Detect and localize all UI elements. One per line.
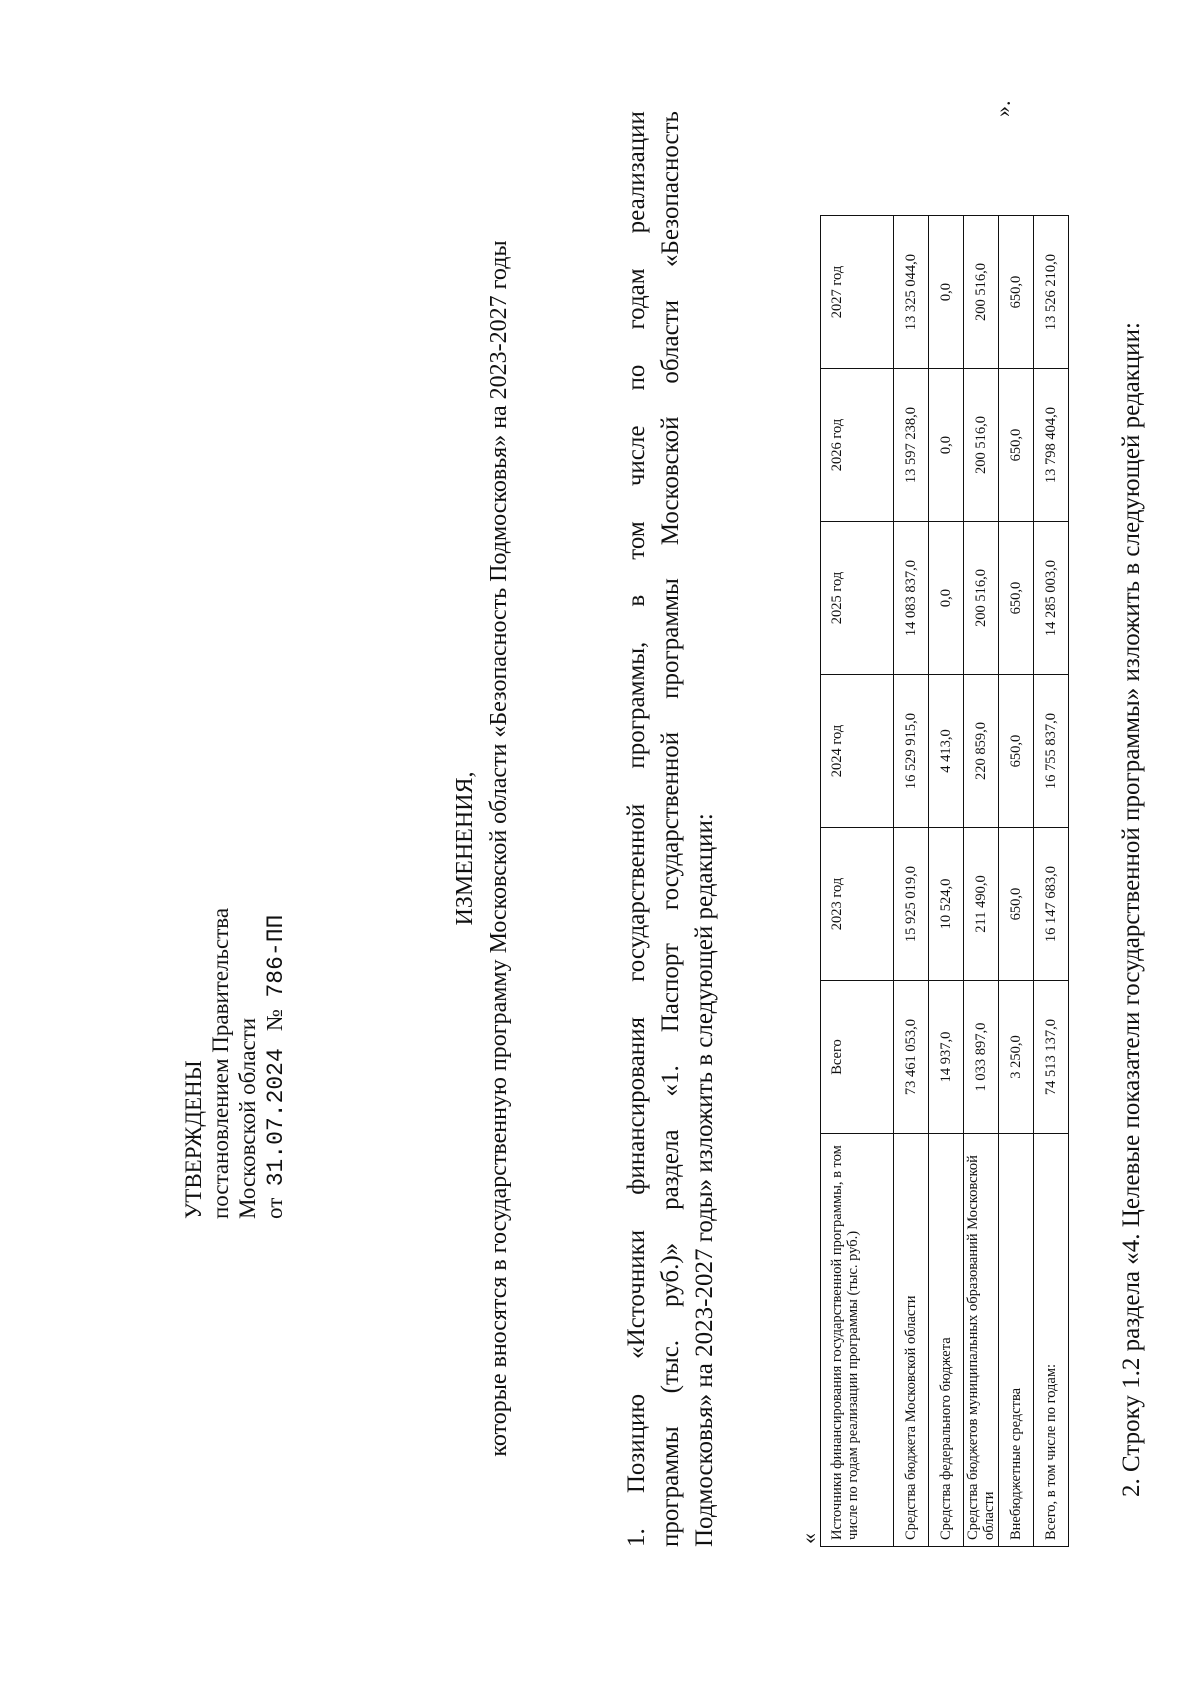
- number-sign: №: [262, 1009, 287, 1031]
- value-cell: 200 516,0: [964, 216, 999, 369]
- table-header-cell: 2027 год: [821, 216, 894, 369]
- paragraph-1-line-1: [620, 111, 654, 1547]
- document-title: ИЗМЕНЕНИЯ,: [452, 771, 478, 926]
- table-row: [894, 216, 929, 1547]
- value-cell: 650,0: [999, 828, 1034, 981]
- word: программы: [657, 578, 684, 699]
- approval-date: 31.07.2024: [263, 1048, 289, 1187]
- word: Позицию: [623, 1393, 650, 1494]
- approval-authority: постановлением Правительства: [208, 907, 233, 1219]
- value-cell: 200 516,0: [964, 522, 999, 675]
- word: числе: [623, 425, 650, 487]
- value-cell: 1 033 897,0: [964, 981, 999, 1134]
- value-cell: 14 083 837,0: [894, 522, 929, 675]
- value-cell: 16 529 915,0: [894, 675, 929, 828]
- value-cell: 650,0: [999, 675, 1034, 828]
- value-cell: 3 250,0: [999, 981, 1034, 1134]
- approval-region: Московской области: [235, 1017, 260, 1219]
- value-cell: 650,0: [999, 522, 1034, 675]
- close-quote: ».: [990, 100, 1015, 117]
- value-cell: 73 461 053,0: [894, 981, 929, 1134]
- word: том: [623, 521, 650, 560]
- value-cell: 220 859,0: [964, 675, 999, 828]
- value-cell: 16 147 683,0: [1034, 828, 1069, 981]
- table-row: [1034, 216, 1069, 1547]
- word: программы,: [623, 641, 650, 769]
- word: реализации: [623, 111, 650, 234]
- approval-title: УТВЕРЖДЕНЫ: [181, 1060, 206, 1219]
- table-header-cell: 2023 год: [821, 828, 894, 981]
- value-cell: 211 490,0: [964, 828, 999, 981]
- row-label-cell: Средства бюджета Московской области: [894, 1134, 929, 1547]
- word: раздела: [657, 1129, 684, 1210]
- value-cell: 13 798 404,0: [1034, 369, 1069, 522]
- value-cell: 74 513 137,0: [1034, 981, 1069, 1134]
- paragraph-2: 2. Строку 1.2 раздела «4. Целевые показатели государственной программы» изложить в следующей редакции:: [1118, 322, 1145, 1497]
- table-row: [929, 216, 964, 1547]
- word: государственной: [623, 803, 650, 982]
- value-cell: 14 937,0: [929, 981, 964, 1134]
- word: руб.)»: [657, 1242, 684, 1307]
- value-cell: 0,0: [929, 522, 964, 675]
- word: в: [623, 594, 650, 607]
- word: «1.: [657, 1065, 684, 1097]
- value-cell: 15 925 019,0: [894, 828, 929, 981]
- value-cell: 16 755 837,0: [1034, 675, 1069, 828]
- value-cell: 0,0: [929, 369, 964, 522]
- document-subtitle: которые вносятся в государственную программу Московской области «Безопасность Подмосковья» на 2023-2027 годы: [486, 240, 512, 1457]
- word: годам: [623, 268, 650, 330]
- table-row: [999, 216, 1034, 1547]
- table-header-cell: Всего: [821, 981, 894, 1134]
- word: программы: [657, 1426, 684, 1547]
- value-cell: 13 526 210,0: [1034, 216, 1069, 369]
- paragraph-1: [620, 111, 722, 1547]
- value-cell: 13 325 044,0: [894, 216, 929, 369]
- value-cell: 200 516,0: [964, 369, 999, 522]
- table-header-cell: 2024 год: [821, 675, 894, 828]
- word: Московской: [657, 416, 684, 546]
- value-cell: 10 524,0: [929, 828, 964, 981]
- row-label-cell: Средства бюджетов муниципальных образований Московской области: [964, 1134, 999, 1547]
- paragraph-1-line-2: [654, 111, 688, 1547]
- approval-date-line: [261, 908, 290, 1219]
- word: (тыс.: [657, 1339, 684, 1394]
- row-label-cell: Всего, в том числе по годам:: [1034, 1134, 1069, 1547]
- open-quote: «: [796, 1533, 821, 1544]
- value-cell: 650,0: [999, 216, 1034, 369]
- row-label-cell: Внебюджетные средства: [999, 1134, 1034, 1547]
- row-label-cell: Средства федерального бюджета: [929, 1134, 964, 1547]
- word: по: [623, 364, 650, 391]
- approval-stamp: [180, 908, 290, 1219]
- table-header-cell: Источники финансирования государственной программы, в том числе по годам реализации программы (тыс. руб.): [821, 1134, 894, 1547]
- word: «Источники: [623, 1229, 650, 1359]
- table-header-row: [821, 216, 894, 1547]
- word: 1.: [623, 1528, 650, 1547]
- value-cell: 650,0: [999, 369, 1034, 522]
- word: Паспорт: [657, 943, 684, 1033]
- value-cell: 13 597 238,0: [894, 369, 929, 522]
- paragraph-1-line-3: Подмосковья» на 2023-2027 годы» изложить в следующей редакции:: [691, 813, 718, 1547]
- word: области: [657, 300, 684, 384]
- date-prefix: от: [262, 1197, 287, 1219]
- value-cell: 4 413,0: [929, 675, 964, 828]
- table-row: [964, 216, 999, 1547]
- financing-table: [820, 215, 1069, 1547]
- table-header-cell: 2026 год: [821, 369, 894, 522]
- value-cell: 14 285 003,0: [1034, 522, 1069, 675]
- table-header-cell: 2025 год: [821, 522, 894, 675]
- word: государственной: [657, 731, 684, 911]
- value-cell: 0,0: [929, 216, 964, 369]
- word: финансирования: [623, 1017, 650, 1195]
- word: «Безопасность: [657, 111, 684, 268]
- approval-number: 786-ПП: [263, 914, 289, 998]
